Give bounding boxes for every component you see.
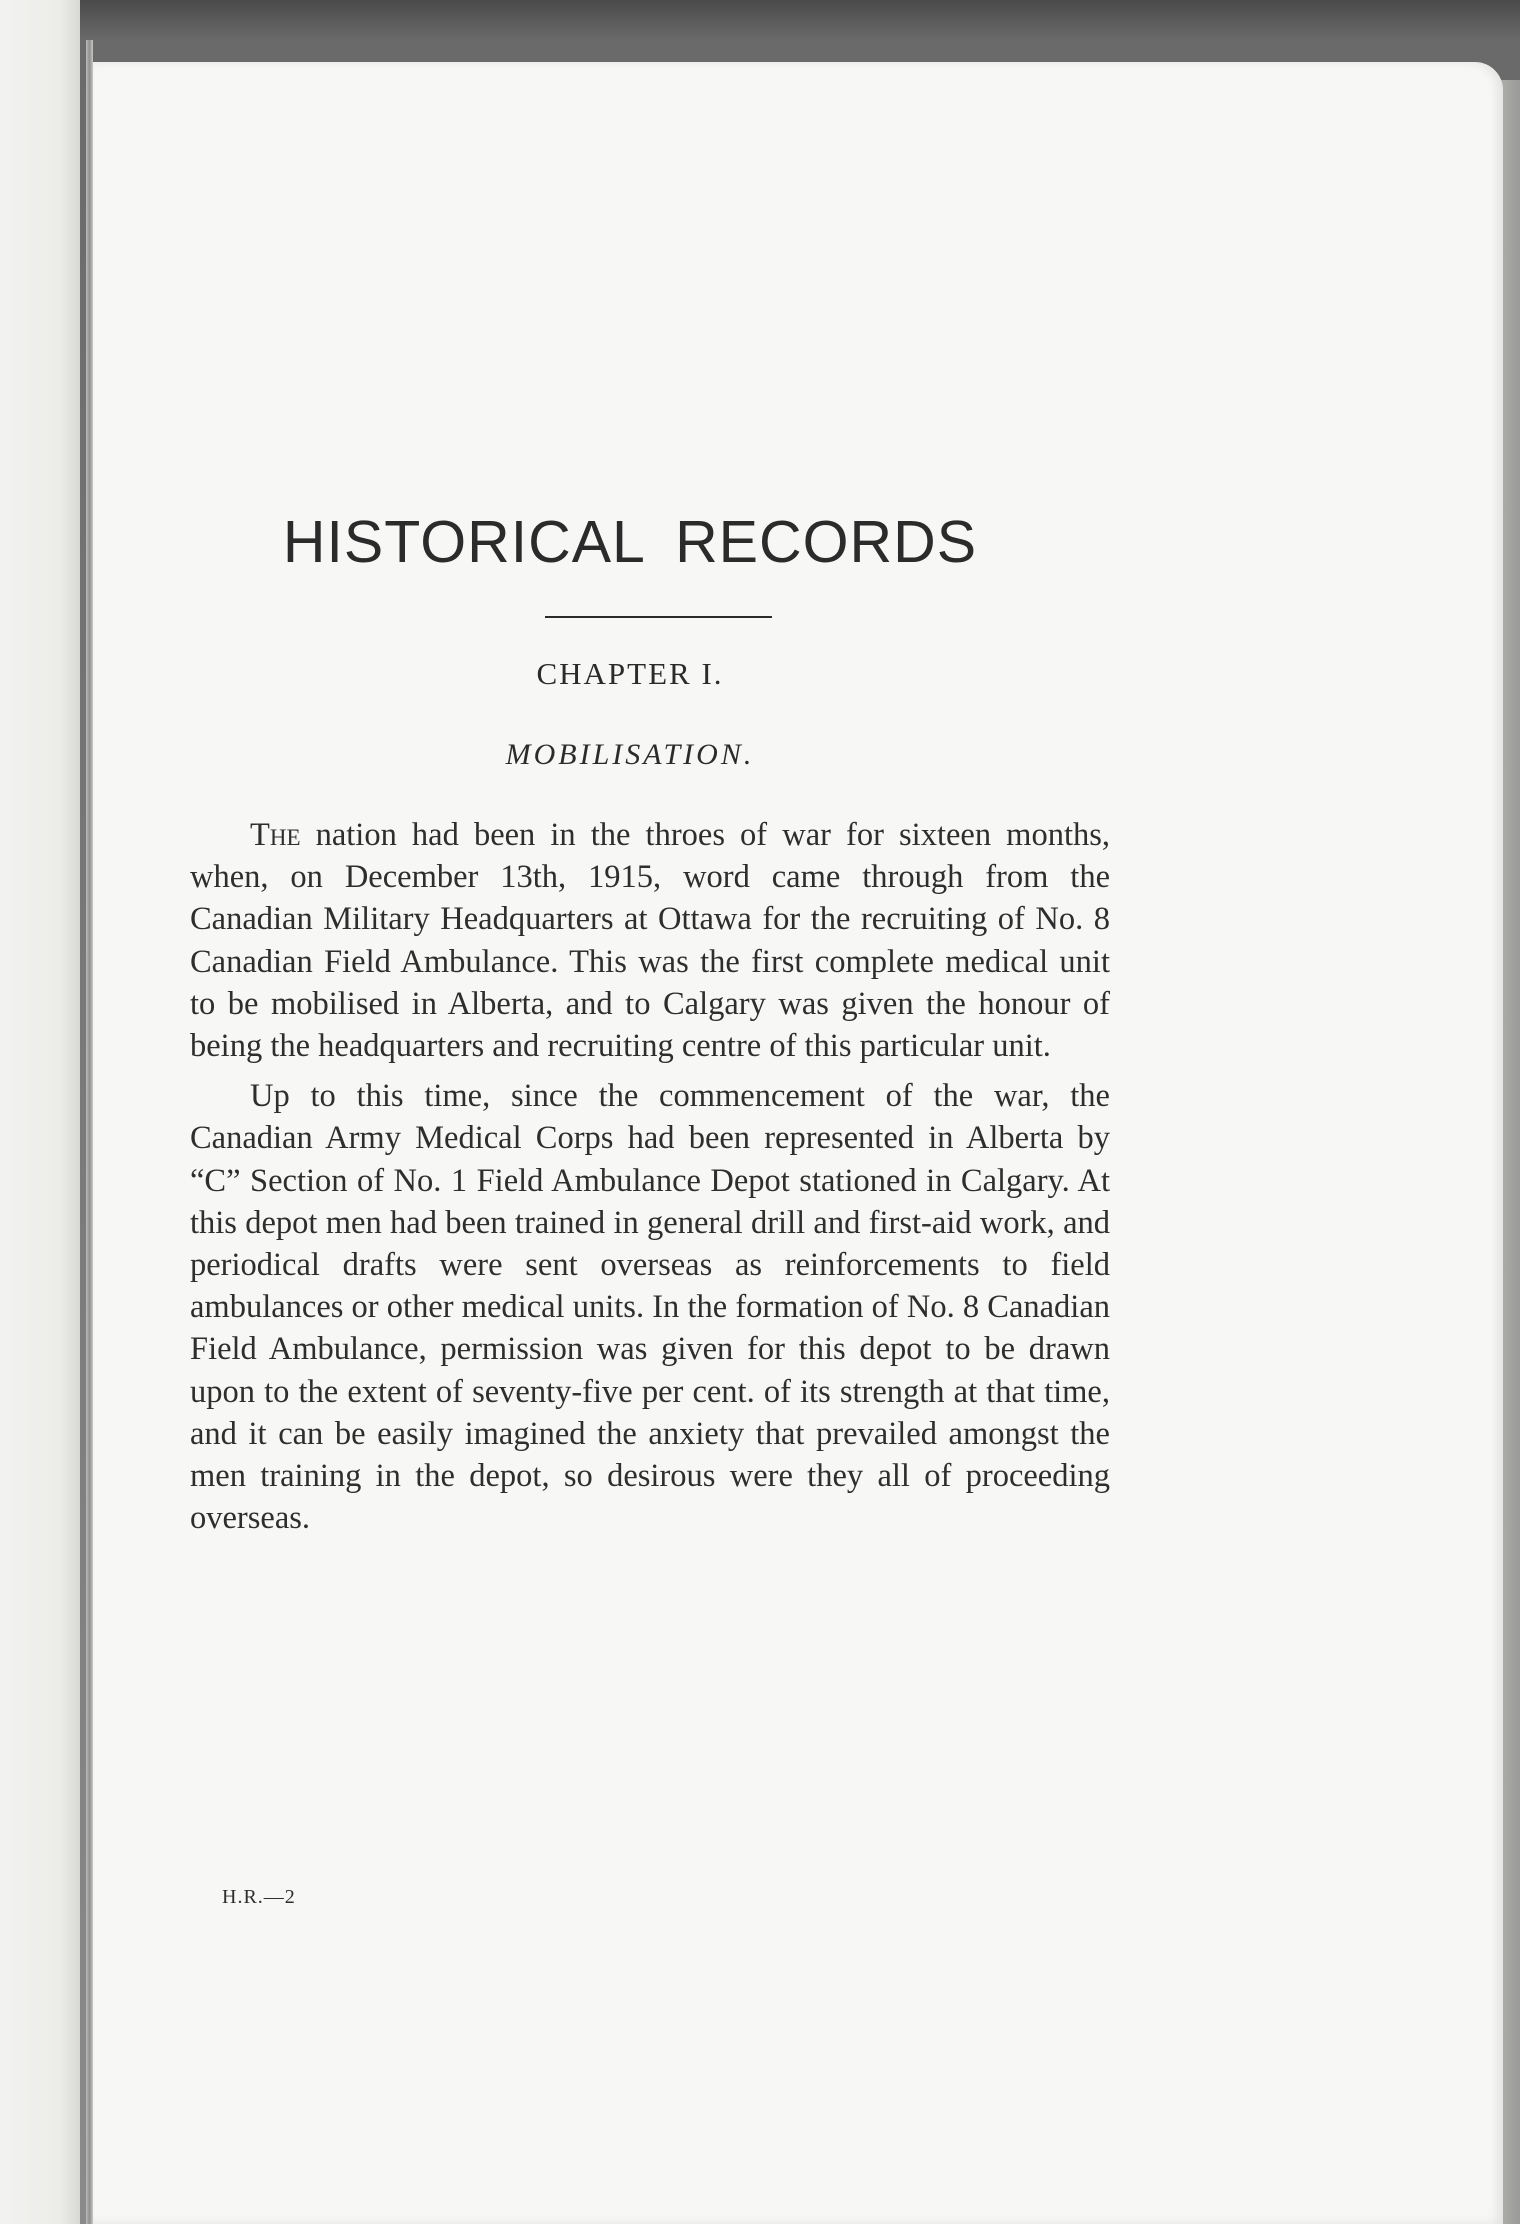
paragraph-1-text: nation had been in the throes of war for sixteen months, when, on December 13th, 1915, word came through from the Canadian Military Headquarters at Ottawa for the recruiting of No. 8 Canadian Field Ambulance. This was the first complete medical unit to be mobilised in Alberta, and to Calgary was given the honour of being the headquarters and recruiting centre of this particular unit. [190,817,1110,1065]
paragraph-1 [190,814,1110,1067]
chapter-subtitle: MOBILISATION. [505,738,755,771]
page-title: HISTORICAL RECORDS [282,509,978,575]
chapter-heading: CHAPTER I. [536,656,724,691]
paragraph-2 [190,1075,1110,1539]
title-rule [545,616,772,618]
paragraph-2-text: Up to this time, since the commencement of the war, the Canadian Army Medical Corps had been represented in Alberta by “C” Section of No. 1 Field Ambulance Depot stationed in Calgary. At this depot men had been trained in general drill and first-aid work, and periodical drafts were sent overseas as reinforcements to field ambulances or other medical units. In the formation of No. 8 Canadian Field Ambulance, permission was given for this depot to be drawn upon to the extent of seventy-five per cent. of its strength at that time, and it can be easily imagined the anxiety that prevailed amongst the men training in the depot, so desirous were they all of proceeding overseas. [190,1078,1110,1537]
book-spine [86,40,93,2224]
body-text [190,814,1110,1547]
signature-mark: H.R.—2 [222,1886,296,1908]
left-margin [0,0,80,2224]
paragraph-1-lead: The [250,817,301,853]
